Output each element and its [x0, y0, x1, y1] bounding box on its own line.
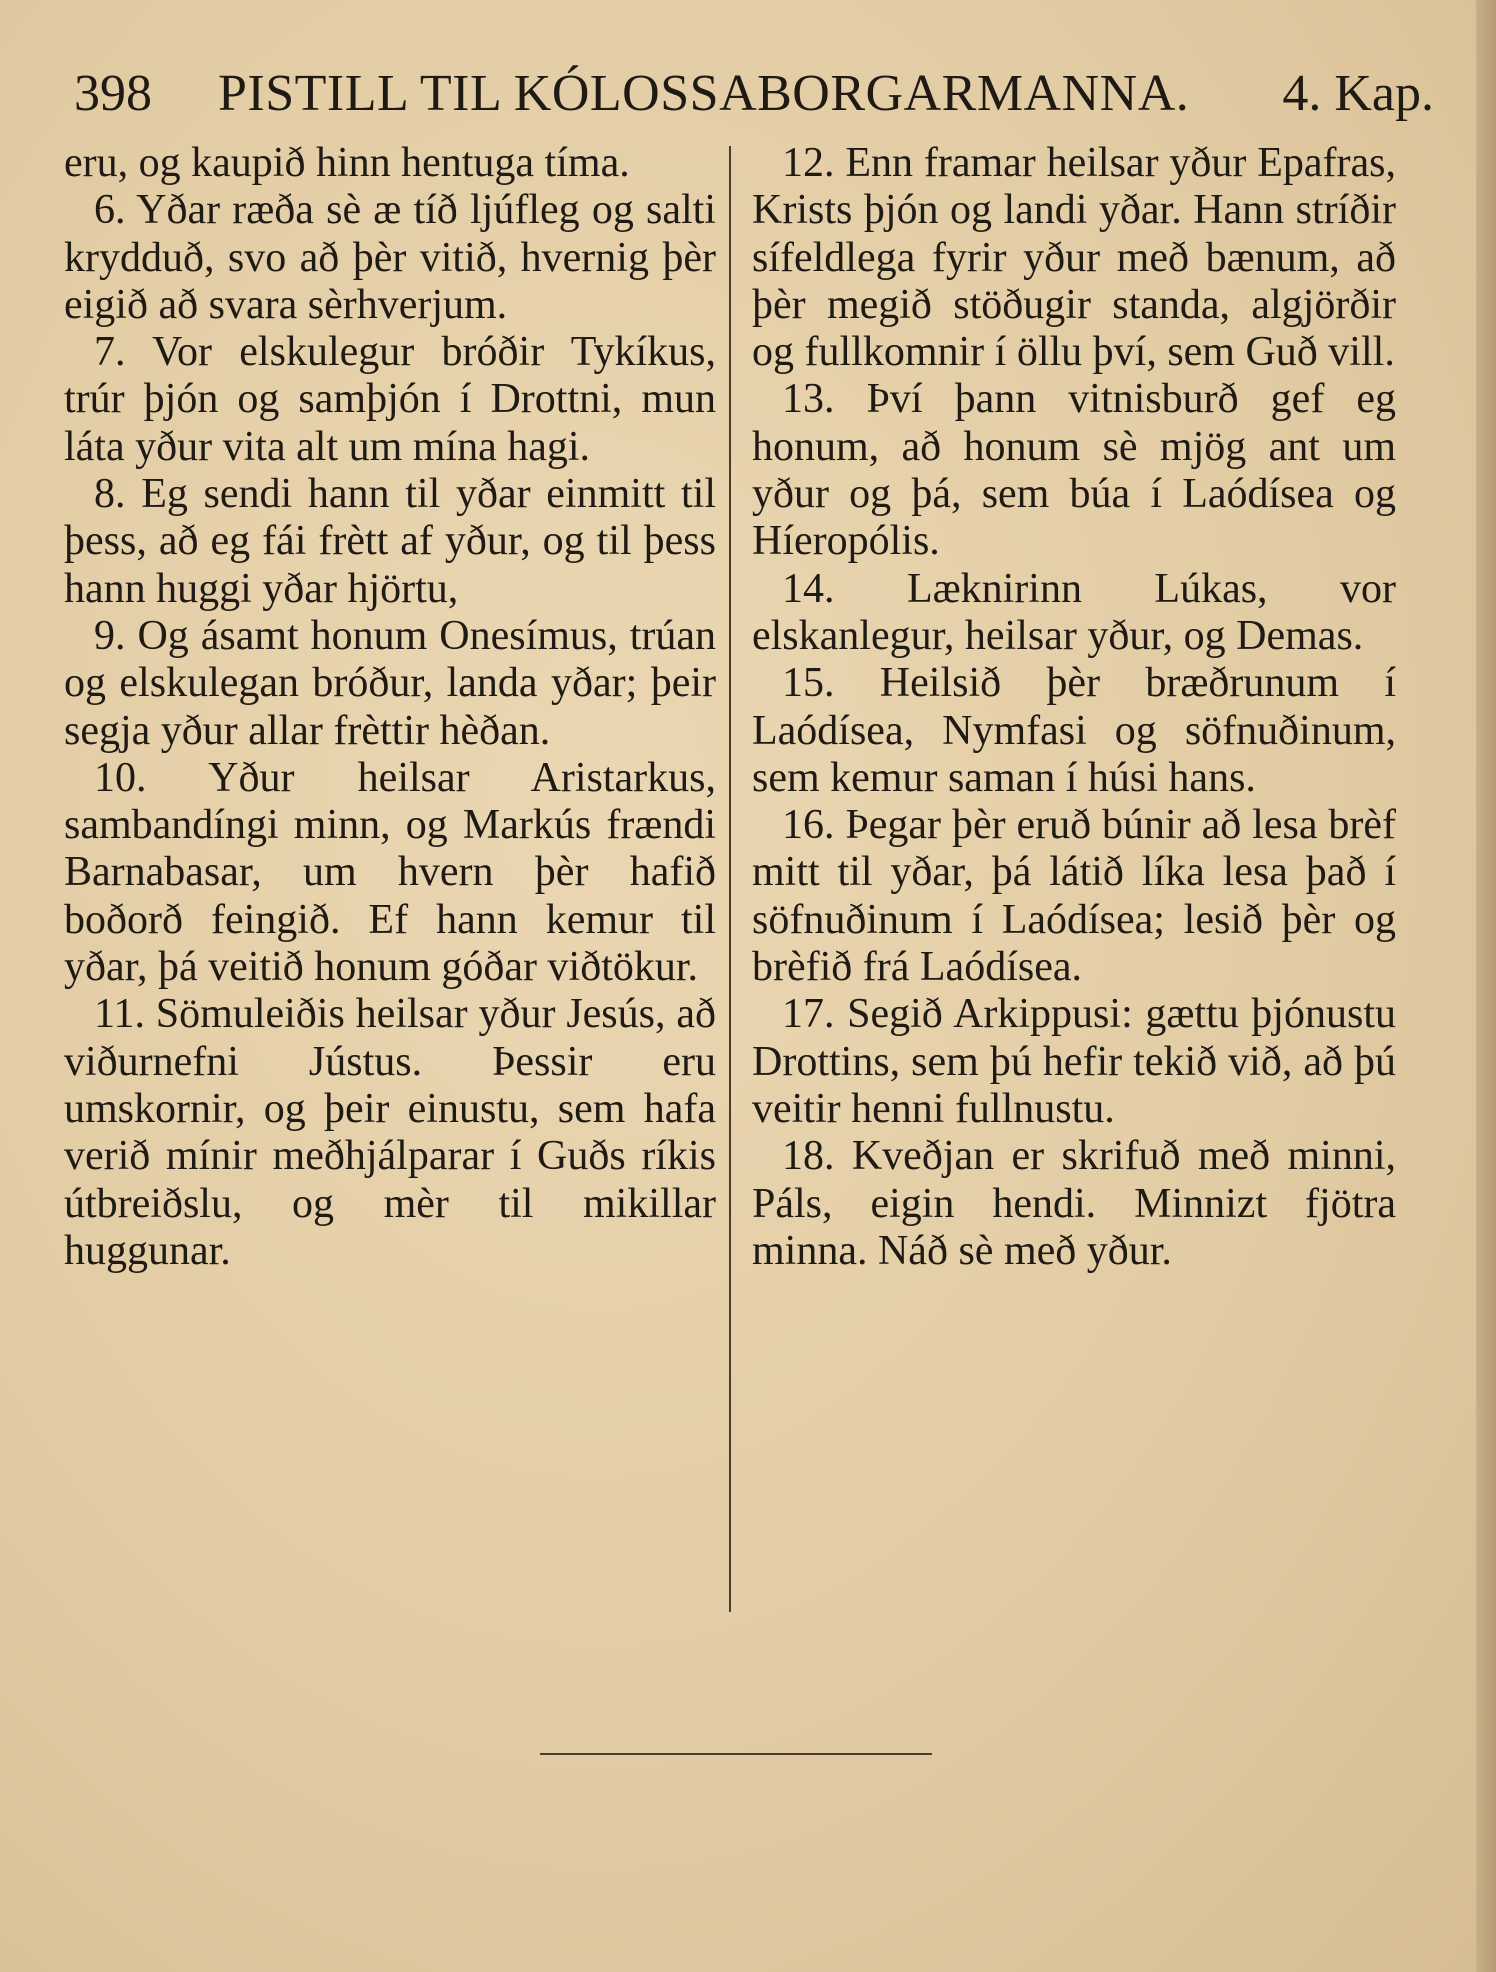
verse-16: 16. Þegar þèr eruð búnir að lesa brèf mitt til yðar, þá látið líka lesa það í söfnuðinum í Laódísea; lesið þèr og brèfið frá Laódísea. — [752, 802, 1396, 991]
verse-13: 13. Því þann vitnisburð gef eg honum, að honum sè mjög ant um yður og þá, sem búa í Laódísea og Híeropólis. — [752, 376, 1396, 565]
right-column — [752, 140, 1396, 1275]
verse-10: 10. Yður heilsar Aristarkus, sambandíngi minn, og Markús frændi Barnabasar, um hvern þèr hafið boðorð feingið. Ef hann kemur til yðar, þá veitið honum góðar viðtökur. — [64, 754, 716, 991]
left-column — [64, 140, 716, 1275]
verse-12: 12. Enn framar heilsar yður Epafras, Krists þjón og landi yðar. Hann stríðir sífeldlega fyrir yður með bænum, að þèr megið stöðugir standa, algjörðir og fullkomnir í öllu því, sem Guð vill. — [752, 140, 1396, 376]
page-number: 398 — [74, 65, 152, 122]
verse-15: 15. Heilsið þèr bræðrunum í Laódísea, Nymfasi og söfnuðinum, sem kemur saman í húsi hans. — [752, 660, 1396, 801]
verse-8: 8. Eg sendi hann til yðar einmitt til þess, að eg fái frètt af yður, og til þess hann huggi yðar hjörtu, — [64, 471, 716, 612]
verse-18: 18. Kveðjan er skrifuð með minni, Páls, eigin hendi. Minnizt fjötra minna. Náð sè með yður. — [752, 1133, 1396, 1274]
paragraph: eru, og kaupið hinn hentuga tíma. — [64, 140, 630, 186]
verse-17: 17. Segið Arkippusi: gættu þjónustu Drottins, sem þú hefir tekið við, að þú veitir henni fullnustu. — [752, 991, 1396, 1132]
end-rule — [540, 1753, 932, 1755]
verse-9: 9. Og ásamt honum Onesímus, trúan og elskulegan bróður, landa yðar; þeir segja yður allar frèttir hèðan. — [64, 612, 716, 754]
running-header — [74, 64, 1434, 124]
verse-14: 14. Læknirinn Lúkas, vor elskanlegur, heilsar yður, og Demas. — [752, 565, 1396, 659]
running-title: PISTILL TIL KÓLOSSABORGARMANNA. — [218, 65, 1190, 122]
page-edge — [1476, 0, 1496, 1972]
chapter-label: 4. Kap. — [1282, 65, 1434, 122]
column-divider — [729, 146, 731, 1612]
verse-6: 6. Yðar ræða sè æ tíð ljúfleg og salti krydduð, svo að þèr vitið, hvernig þèr eigið að svara sèrhverjum. — [64, 187, 716, 328]
verse-11: 11. Sömuleiðis heilsar yður Jesús, að viðurnefni Jústus. Þessir eru umskornir, og þeir einustu, sem hafa verið mínir meðhjálparar í Guðs ríkis útbreiðslu, og mèr til mikillar huggunar. — [64, 991, 716, 1274]
verse-7: 7. Vor elskulegur bróðir Tykíkus, trúr þjón og samþjón í Drottni, mun láta yður vita alt um mína hagi. — [64, 329, 716, 470]
